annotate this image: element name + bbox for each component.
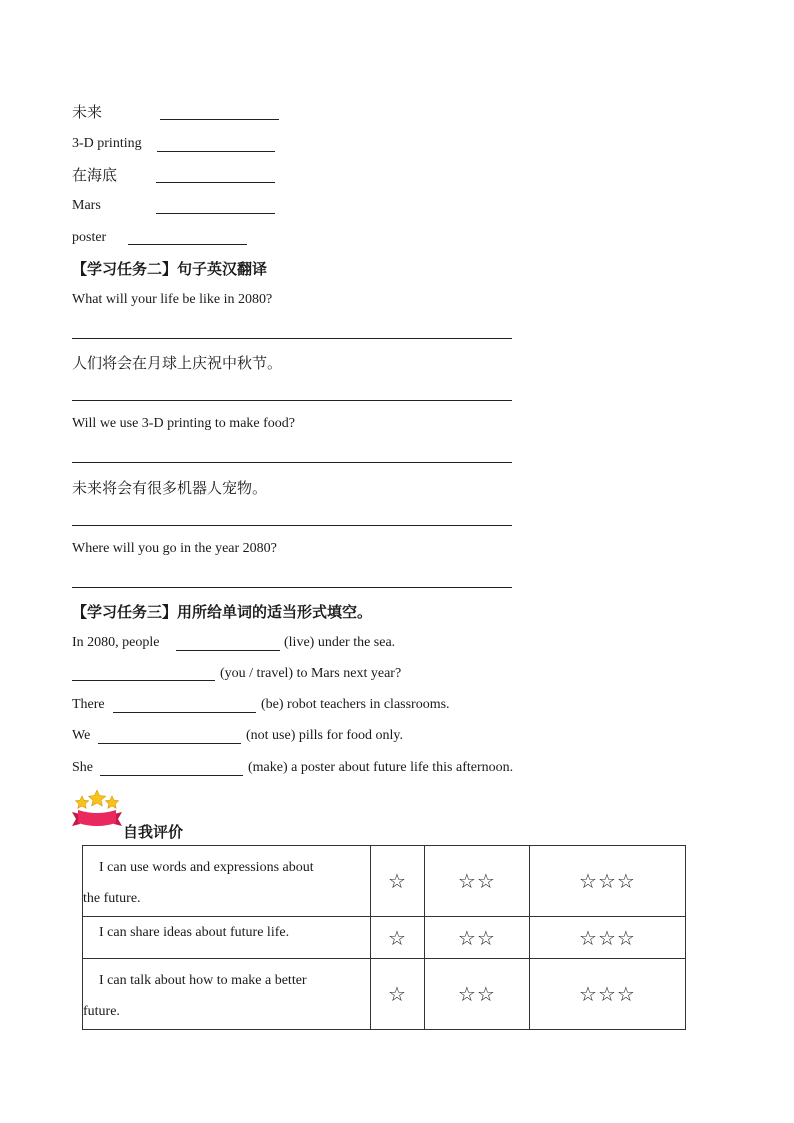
vocab-term: 未来 <box>72 103 103 121</box>
rating-one-star[interactable]: ☆ <box>371 846 425 917</box>
answer-blank[interactable] <box>128 244 247 245</box>
table-row <box>83 959 686 1030</box>
fill-blank[interactable] <box>72 680 215 681</box>
answer-line[interactable] <box>72 400 512 401</box>
translation-sentence: 人们将会在月球上庆祝中秋节。 <box>72 354 283 372</box>
criterion-cell <box>83 917 371 959</box>
criterion-text: I can talk about how to make a better <box>99 973 307 988</box>
task3-heading: 【学习任务三】用所给单词的适当形式填空。 <box>72 603 373 621</box>
fill-blank[interactable] <box>98 743 241 744</box>
fill-after: (make) a poster about future life this afternoon. <box>248 760 514 775</box>
answer-blank[interactable] <box>157 151 275 152</box>
self-eval-table <box>82 845 686 1030</box>
rating-three-stars[interactable]: ☆☆☆ <box>529 959 685 1030</box>
rating-three-stars[interactable]: ☆☆☆ <box>529 917 685 959</box>
answer-blank[interactable] <box>160 119 279 120</box>
fill-after: (live) under the sea. <box>284 635 396 650</box>
fill-blank[interactable] <box>176 650 280 651</box>
criterion-text: I can use words and expressions about <box>99 860 314 875</box>
rating-three-stars[interactable]: ☆☆☆ <box>529 846 685 917</box>
answer-line[interactable] <box>72 462 512 463</box>
answer-line[interactable] <box>72 338 512 339</box>
fill-after: (not use) pills for food only. <box>246 728 403 743</box>
translation-sentence: Will we use 3-D printing to make food? <box>72 416 295 431</box>
fill-after: (be) robot teachers in classrooms. <box>261 697 450 712</box>
answer-blank[interactable] <box>156 182 275 183</box>
criterion-cell <box>83 959 371 1030</box>
fill-before: We <box>72 728 91 743</box>
table-row <box>83 846 686 917</box>
rating-one-star[interactable]: ☆ <box>371 959 425 1030</box>
criterion-text: future. <box>83 1004 120 1019</box>
fill-blank[interactable] <box>100 775 243 776</box>
translation-sentence: What will your life be like in 2080? <box>72 292 273 307</box>
vocab-term: Mars <box>72 198 101 213</box>
answer-blank[interactable] <box>156 213 275 214</box>
fill-before: She <box>72 760 93 775</box>
task2-heading: 【学习任务二】句子英汉翻译 <box>72 260 268 278</box>
fill-after: (you / travel) to Mars next year? <box>220 666 402 681</box>
table-row <box>83 917 686 959</box>
vocab-term: poster <box>72 230 107 245</box>
rating-one-star[interactable]: ☆ <box>371 917 425 959</box>
stars-ribbon-icon <box>70 790 124 832</box>
self-eval-title: 自我评价 <box>123 823 184 841</box>
criterion-cell <box>83 846 371 917</box>
rating-two-stars[interactable]: ☆☆ <box>424 959 529 1030</box>
fill-before: There <box>72 697 105 712</box>
answer-line[interactable] <box>72 587 512 588</box>
criterion-text: the future. <box>83 891 141 906</box>
translation-sentence: 未来将会有很多机器人宠物。 <box>72 479 268 497</box>
answer-line[interactable] <box>72 525 512 526</box>
criterion-text: I can share ideas about future life. <box>99 925 290 940</box>
vocab-term: 在海底 <box>72 166 118 184</box>
rating-two-stars[interactable]: ☆☆ <box>424 846 529 917</box>
fill-blank[interactable] <box>113 712 256 713</box>
translation-sentence: Where will you go in the year 2080? <box>72 541 277 556</box>
fill-before: In 2080, people <box>72 635 160 650</box>
vocab-term: 3-D printing <box>72 136 142 151</box>
rating-two-stars[interactable]: ☆☆ <box>424 917 529 959</box>
